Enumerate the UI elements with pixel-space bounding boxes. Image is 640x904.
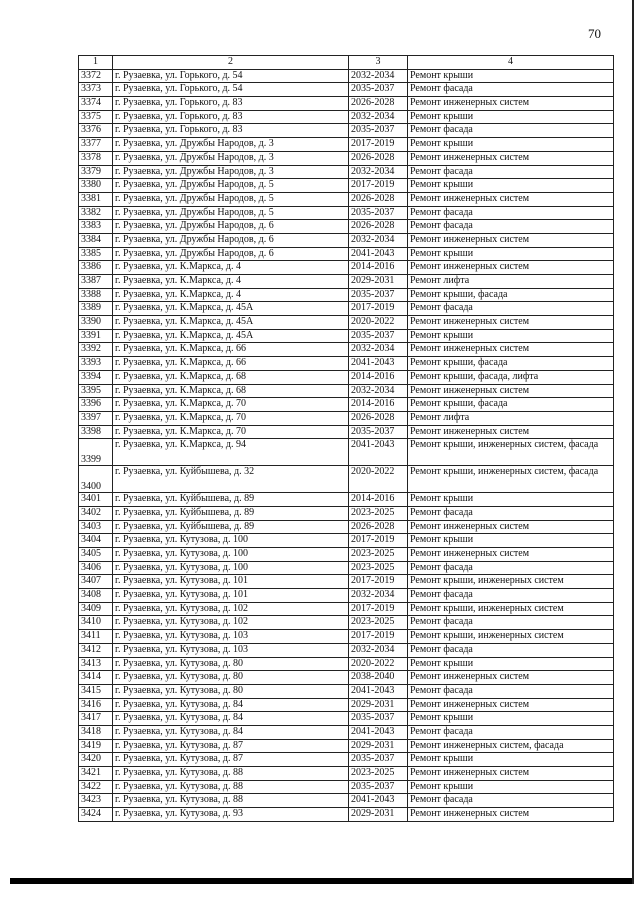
table-row (79, 739, 614, 753)
address-cell: г. Рузаевка, ул. Дружбы Народов, д. 5 (113, 192, 349, 206)
period-cell: 2041-2043 (349, 725, 408, 739)
work-type-cell: Ремонт фасада (408, 83, 614, 97)
row-number: 3405 (79, 548, 113, 562)
table-row (79, 506, 614, 520)
row-number: 3372 (79, 69, 113, 83)
period-cell: 2017-2019 (349, 534, 408, 548)
work-type-cell: Ремонт фасада (408, 684, 614, 698)
work-type-cell: Ремонт лифта (408, 411, 614, 425)
address-cell: г. Рузаевка, ул. Дружбы Народов, д. 3 (113, 138, 349, 152)
row-number: 3420 (79, 753, 113, 767)
period-cell: 2041-2043 (349, 684, 408, 698)
period-cell: 2014-2016 (349, 370, 408, 384)
work-type-cell: Ремонт крыши (408, 179, 614, 193)
table-row (79, 425, 614, 439)
table-row (79, 794, 614, 808)
work-type-cell: Ремонт крыши, фасада (408, 288, 614, 302)
work-type-cell: Ремонт лифта (408, 275, 614, 289)
address-cell: г. Рузаевка, ул. Кутузова, д. 87 (113, 753, 349, 767)
period-cell: 2041-2043 (349, 794, 408, 808)
period-cell: 2032-2034 (349, 233, 408, 247)
table-row (79, 411, 614, 425)
scan-edge-line (632, 0, 634, 884)
work-type-cell: Ремонт крыши, фасада, лифта (408, 370, 614, 384)
period-cell: 2026-2028 (349, 520, 408, 534)
work-type-cell: Ремонт инженерных систем (408, 233, 614, 247)
address-cell: г. Рузаевка, ул. Дружбы Народов, д. 3 (113, 165, 349, 179)
row-number: 3396 (79, 398, 113, 412)
table-row (79, 316, 614, 330)
address-cell: г. Рузаевка, ул. Кутузова, д. 80 (113, 671, 349, 685)
period-cell: 2020-2022 (349, 316, 408, 330)
address-cell: г. Рузаевка, ул. К.Маркса, д. 94 (113, 439, 349, 466)
row-number: 3373 (79, 83, 113, 97)
column-header-work-type: 4 (408, 56, 614, 70)
period-cell: 2035-2037 (349, 124, 408, 138)
address-cell: г. Рузаевка, ул. Куйбышева, д. 89 (113, 520, 349, 534)
row-number: 3411 (79, 630, 113, 644)
work-type-cell: Ремонт инженерных систем (408, 767, 614, 781)
work-type-cell: Ремонт фасада (408, 794, 614, 808)
table-row (79, 247, 614, 261)
table-row (79, 712, 614, 726)
row-number: 3398 (79, 425, 113, 439)
work-type-cell: Ремонт инженерных систем (408, 192, 614, 206)
table-row (79, 83, 614, 97)
table-row (79, 575, 614, 589)
work-type-cell: Ремонт крыши, фасада (408, 398, 614, 412)
table-row (79, 767, 614, 781)
row-number: 3387 (79, 275, 113, 289)
work-type-cell: Ремонт инженерных систем, фасада (408, 739, 614, 753)
row-number: 3402 (79, 506, 113, 520)
work-type-cell: Ремонт фасада (408, 206, 614, 220)
work-type-cell: Ремонт инженерных систем (408, 548, 614, 562)
row-number: 3412 (79, 643, 113, 657)
column-header-address: 2 (113, 56, 349, 70)
row-number: 3423 (79, 794, 113, 808)
row-number: 3419 (79, 739, 113, 753)
address-cell: г. Рузаевка, ул. К.Маркса, д. 45А (113, 329, 349, 343)
table-row (79, 97, 614, 111)
row-number: 3394 (79, 370, 113, 384)
work-type-cell: Ремонт крыши (408, 753, 614, 767)
address-cell: г. Рузаевка, ул. К.Маркса, д. 4 (113, 275, 349, 289)
row-number: 3410 (79, 616, 113, 630)
row-number: 3417 (79, 712, 113, 726)
table-row (79, 602, 614, 616)
row-number: 3416 (79, 698, 113, 712)
table-row (79, 589, 614, 603)
period-cell: 2029-2031 (349, 275, 408, 289)
period-cell: 2032-2034 (349, 110, 408, 124)
work-type-cell: Ремонт фасада (408, 643, 614, 657)
address-cell: г. Рузаевка, ул. Кутузова, д. 88 (113, 794, 349, 808)
table-row (79, 698, 614, 712)
row-number: 3381 (79, 192, 113, 206)
work-type-cell: Ремонт крыши, инженерных систем (408, 575, 614, 589)
address-cell: г. Рузаевка, ул. К.Маркса, д. 45А (113, 302, 349, 316)
period-cell: 2026-2028 (349, 411, 408, 425)
period-cell: 2017-2019 (349, 302, 408, 316)
row-number: 3421 (79, 767, 113, 781)
table-row (79, 233, 614, 247)
address-cell: г. Рузаевка, ул. Кутузова, д. 93 (113, 808, 349, 822)
table-row (79, 561, 614, 575)
period-cell: 2035-2037 (349, 712, 408, 726)
address-cell: г. Рузаевка, ул. Дружбы Народов, д. 6 (113, 233, 349, 247)
period-cell: 2035-2037 (349, 83, 408, 97)
work-type-cell: Ремонт крыши, фасада (408, 357, 614, 371)
address-cell: г. Рузаевка, ул. Кутузова, д. 103 (113, 630, 349, 644)
address-cell: г. Рузаевка, ул. Куйбышева, д. 89 (113, 493, 349, 507)
address-cell: г. Рузаевка, ул. К.Маркса, д. 70 (113, 398, 349, 412)
table-row (79, 151, 614, 165)
address-cell: г. Рузаевка, ул. К.Маркса, д. 70 (113, 411, 349, 425)
work-type-cell: Ремонт инженерных систем (408, 808, 614, 822)
work-type-cell: Ремонт фасада (408, 165, 614, 179)
period-cell: 2041-2043 (349, 439, 408, 466)
period-cell: 2020-2022 (349, 466, 408, 493)
address-cell: г. Рузаевка, ул. К.Маркса, д. 4 (113, 288, 349, 302)
period-cell: 2017-2019 (349, 602, 408, 616)
table-row (79, 179, 614, 193)
work-type-cell: Ремонт крыши, инженерных систем (408, 602, 614, 616)
row-number: 3407 (79, 575, 113, 589)
table-row (79, 261, 614, 275)
period-cell: 2026-2028 (349, 192, 408, 206)
row-number: 3374 (79, 97, 113, 111)
row-number: 3409 (79, 602, 113, 616)
period-cell: 2026-2028 (349, 151, 408, 165)
column-header-period: 3 (349, 56, 408, 70)
work-type-cell: Ремонт крыши (408, 657, 614, 671)
address-cell: г. Рузаевка, ул. Куйбышева, д. 32 (113, 466, 349, 493)
address-cell: г. Рузаевка, ул. Кутузова, д. 84 (113, 712, 349, 726)
work-type-cell: Ремонт крыши (408, 712, 614, 726)
address-cell: г. Рузаевка, ул. Кутузова, д. 102 (113, 602, 349, 616)
row-number: 3389 (79, 302, 113, 316)
work-type-cell: Ремонт фасада (408, 561, 614, 575)
column-header-number: 1 (79, 56, 113, 70)
row-number: 3376 (79, 124, 113, 138)
work-type-cell: Ремонт фасада (408, 725, 614, 739)
period-cell: 2026-2028 (349, 220, 408, 234)
table-row (79, 110, 614, 124)
table-row (79, 370, 614, 384)
address-cell: г. Рузаевка, ул. К.Маркса, д. 68 (113, 370, 349, 384)
table-row (79, 275, 614, 289)
page-number: 70 (588, 26, 601, 41)
row-number: 3375 (79, 110, 113, 124)
table-header-row (79, 56, 614, 70)
work-type-cell: Ремонт фасада (408, 220, 614, 234)
work-type-cell: Ремонт инженерных систем (408, 698, 614, 712)
work-type-cell: Ремонт крыши (408, 493, 614, 507)
period-cell: 2023-2025 (349, 616, 408, 630)
work-type-cell: Ремонт фасада (408, 302, 614, 316)
address-cell: г. Рузаевка, ул. Кутузова, д. 88 (113, 780, 349, 794)
period-cell: 2029-2031 (349, 808, 408, 822)
row-number: 3418 (79, 725, 113, 739)
row-number: 3406 (79, 561, 113, 575)
period-cell: 2032-2034 (349, 384, 408, 398)
row-number: 3399 (79, 439, 113, 466)
period-cell: 2023-2025 (349, 767, 408, 781)
row-number: 3415 (79, 684, 113, 698)
period-cell: 2017-2019 (349, 179, 408, 193)
work-type-cell: Ремонт крыши (408, 780, 614, 794)
address-cell: г. Рузаевка, ул. Кутузова, д. 87 (113, 739, 349, 753)
address-cell: г. Рузаевка, ул. Кутузова, д. 84 (113, 725, 349, 739)
row-number: 3378 (79, 151, 113, 165)
address-cell: г. Рузаевка, ул. К.Маркса, д. 4 (113, 261, 349, 275)
table-row (79, 69, 614, 83)
table-row (79, 124, 614, 138)
table-row (79, 643, 614, 657)
work-type-cell: Ремонт инженерных систем (408, 97, 614, 111)
work-type-cell: Ремонт инженерных систем (408, 343, 614, 357)
row-number: 3424 (79, 808, 113, 822)
work-type-cell: Ремонт крыши (408, 110, 614, 124)
work-type-cell: Ремонт крыши, инженерных систем (408, 630, 614, 644)
address-cell: г. Рузаевка, ул. К.Маркса, д. 70 (113, 425, 349, 439)
period-cell: 2014-2016 (349, 398, 408, 412)
row-number: 3385 (79, 247, 113, 261)
table-row (79, 534, 614, 548)
address-cell: г. Рузаевка, ул. Горького, д. 83 (113, 110, 349, 124)
period-cell: 2038-2040 (349, 671, 408, 685)
work-type-cell: Ремонт инженерных систем (408, 671, 614, 685)
period-cell: 2032-2034 (349, 69, 408, 83)
row-number: 3393 (79, 357, 113, 371)
table-row (79, 466, 614, 493)
address-cell: г. Рузаевка, ул. Горького, д. 54 (113, 69, 349, 83)
work-type-cell: Ремонт крыши (408, 69, 614, 83)
period-cell: 2035-2037 (349, 753, 408, 767)
row-number: 3403 (79, 520, 113, 534)
address-cell: г. Рузаевка, ул. Кутузова, д. 103 (113, 643, 349, 657)
row-number: 3382 (79, 206, 113, 220)
period-cell: 2014-2016 (349, 261, 408, 275)
address-cell: г. Рузаевка, ул. Кутузова, д. 80 (113, 657, 349, 671)
address-cell: г. Рузаевка, ул. Дружбы Народов, д. 3 (113, 151, 349, 165)
address-cell: г. Рузаевка, ул. Кутузова, д. 88 (113, 767, 349, 781)
address-cell: г. Рузаевка, ул. К.Маркса, д. 66 (113, 343, 349, 357)
address-cell: г. Рузаевка, ул. Кутузова, д. 80 (113, 684, 349, 698)
row-number: 3414 (79, 671, 113, 685)
period-cell: 2035-2037 (349, 288, 408, 302)
row-number: 3400 (79, 466, 113, 493)
period-cell: 2017-2019 (349, 630, 408, 644)
address-cell: г. Рузаевка, ул. Кутузова, д. 101 (113, 575, 349, 589)
period-cell: 2014-2016 (349, 493, 408, 507)
scan-bottom-border (10, 878, 632, 884)
row-number: 3388 (79, 288, 113, 302)
work-type-cell: Ремонт крыши, инженерных систем, фасада (408, 466, 614, 493)
period-cell: 2035-2037 (349, 780, 408, 794)
address-cell: г. Рузаевка, ул. Дружбы Народов, д. 5 (113, 206, 349, 220)
period-cell: 2026-2028 (349, 97, 408, 111)
period-cell: 2017-2019 (349, 138, 408, 152)
table-row (79, 520, 614, 534)
work-type-cell: Ремонт фасада (408, 124, 614, 138)
table-row (79, 616, 614, 630)
row-number: 3413 (79, 657, 113, 671)
address-cell: г. Рузаевка, ул. Кутузова, д. 100 (113, 534, 349, 548)
table-row (79, 630, 614, 644)
table-row (79, 220, 614, 234)
table-row (79, 138, 614, 152)
row-number: 3395 (79, 384, 113, 398)
table-row (79, 493, 614, 507)
row-number: 3380 (79, 179, 113, 193)
work-type-cell: Ремонт инженерных систем (408, 520, 614, 534)
address-cell: г. Рузаевка, ул. Горького, д. 83 (113, 97, 349, 111)
table-row (79, 657, 614, 671)
work-type-cell: Ремонт фасада (408, 506, 614, 520)
table-row (79, 192, 614, 206)
table-row (79, 329, 614, 343)
table-row (79, 671, 614, 685)
row-number: 3383 (79, 220, 113, 234)
table-row (79, 439, 614, 466)
period-cell: 2032-2034 (349, 165, 408, 179)
address-cell: г. Рузаевка, ул. К.Маркса, д. 66 (113, 357, 349, 371)
work-type-cell: Ремонт инженерных систем (408, 384, 614, 398)
work-type-cell: Ремонт крыши (408, 138, 614, 152)
address-cell: г. Рузаевка, ул. Дружбы Народов, д. 6 (113, 220, 349, 234)
table-row (79, 302, 614, 316)
work-type-cell: Ремонт фасада (408, 589, 614, 603)
period-cell: 2041-2043 (349, 357, 408, 371)
address-cell: г. Рузаевка, ул. Кутузова, д. 101 (113, 589, 349, 603)
period-cell: 2035-2037 (349, 425, 408, 439)
work-type-cell: Ремонт фасада (408, 616, 614, 630)
period-cell: 2029-2031 (349, 739, 408, 753)
work-type-cell: Ремонт крыши, инженерных систем, фасада (408, 439, 614, 466)
row-number: 3401 (79, 493, 113, 507)
address-cell: г. Рузаевка, ул. Горького, д. 54 (113, 83, 349, 97)
row-number: 3422 (79, 780, 113, 794)
address-cell: г. Рузаевка, ул. Дружбы Народов, д. 5 (113, 179, 349, 193)
address-cell: г. Рузаевка, ул. Куйбышева, д. 89 (113, 506, 349, 520)
work-type-cell: Ремонт крыши (408, 247, 614, 261)
work-type-cell: Ремонт крыши (408, 534, 614, 548)
row-number: 3404 (79, 534, 113, 548)
period-cell: 2035-2037 (349, 329, 408, 343)
table-row (79, 753, 614, 767)
table-row (79, 165, 614, 179)
row-number: 3392 (79, 343, 113, 357)
row-number: 3377 (79, 138, 113, 152)
table-row (79, 780, 614, 794)
row-number: 3390 (79, 316, 113, 330)
row-number: 3384 (79, 233, 113, 247)
address-cell: г. Рузаевка, ул. Дружбы Народов, д. 6 (113, 247, 349, 261)
row-number: 3379 (79, 165, 113, 179)
table-body (79, 69, 614, 821)
table-row (79, 808, 614, 822)
period-cell: 2029-2031 (349, 698, 408, 712)
address-cell: г. Рузаевка, ул. К.Маркса, д. 45А (113, 316, 349, 330)
table-row (79, 343, 614, 357)
period-cell: 2032-2034 (349, 343, 408, 357)
work-type-cell: Ремонт инженерных систем (408, 316, 614, 330)
table-row (79, 684, 614, 698)
table-row (79, 357, 614, 371)
period-cell: 2023-2025 (349, 561, 408, 575)
address-cell: г. Рузаевка, ул. Кутузова, д. 100 (113, 561, 349, 575)
period-cell: 2041-2043 (349, 247, 408, 261)
period-cell: 2035-2037 (349, 206, 408, 220)
address-cell: г. Рузаевка, ул. Кутузова, д. 100 (113, 548, 349, 562)
table-row (79, 398, 614, 412)
period-cell: 2017-2019 (349, 575, 408, 589)
table-row (79, 548, 614, 562)
row-number: 3391 (79, 329, 113, 343)
period-cell: 2023-2025 (349, 506, 408, 520)
period-cell: 2032-2034 (349, 589, 408, 603)
period-cell: 2032-2034 (349, 643, 408, 657)
table-row (79, 384, 614, 398)
table-row (79, 206, 614, 220)
row-number: 3386 (79, 261, 113, 275)
row-number: 3408 (79, 589, 113, 603)
repair-schedule-table (78, 55, 614, 822)
work-type-cell: Ремонт инженерных систем (408, 425, 614, 439)
address-cell: г. Рузаевка, ул. К.Маркса, д. 68 (113, 384, 349, 398)
period-cell: 2020-2022 (349, 657, 408, 671)
table-row (79, 725, 614, 739)
address-cell: г. Рузаевка, ул. Кутузова, д. 84 (113, 698, 349, 712)
work-type-cell: Ремонт крыши (408, 329, 614, 343)
period-cell: 2023-2025 (349, 548, 408, 562)
address-cell: г. Рузаевка, ул. Горького, д. 83 (113, 124, 349, 138)
work-type-cell: Ремонт инженерных систем (408, 261, 614, 275)
address-cell: г. Рузаевка, ул. Кутузова, д. 102 (113, 616, 349, 630)
row-number: 3397 (79, 411, 113, 425)
table-row (79, 288, 614, 302)
work-type-cell: Ремонт инженерных систем (408, 151, 614, 165)
